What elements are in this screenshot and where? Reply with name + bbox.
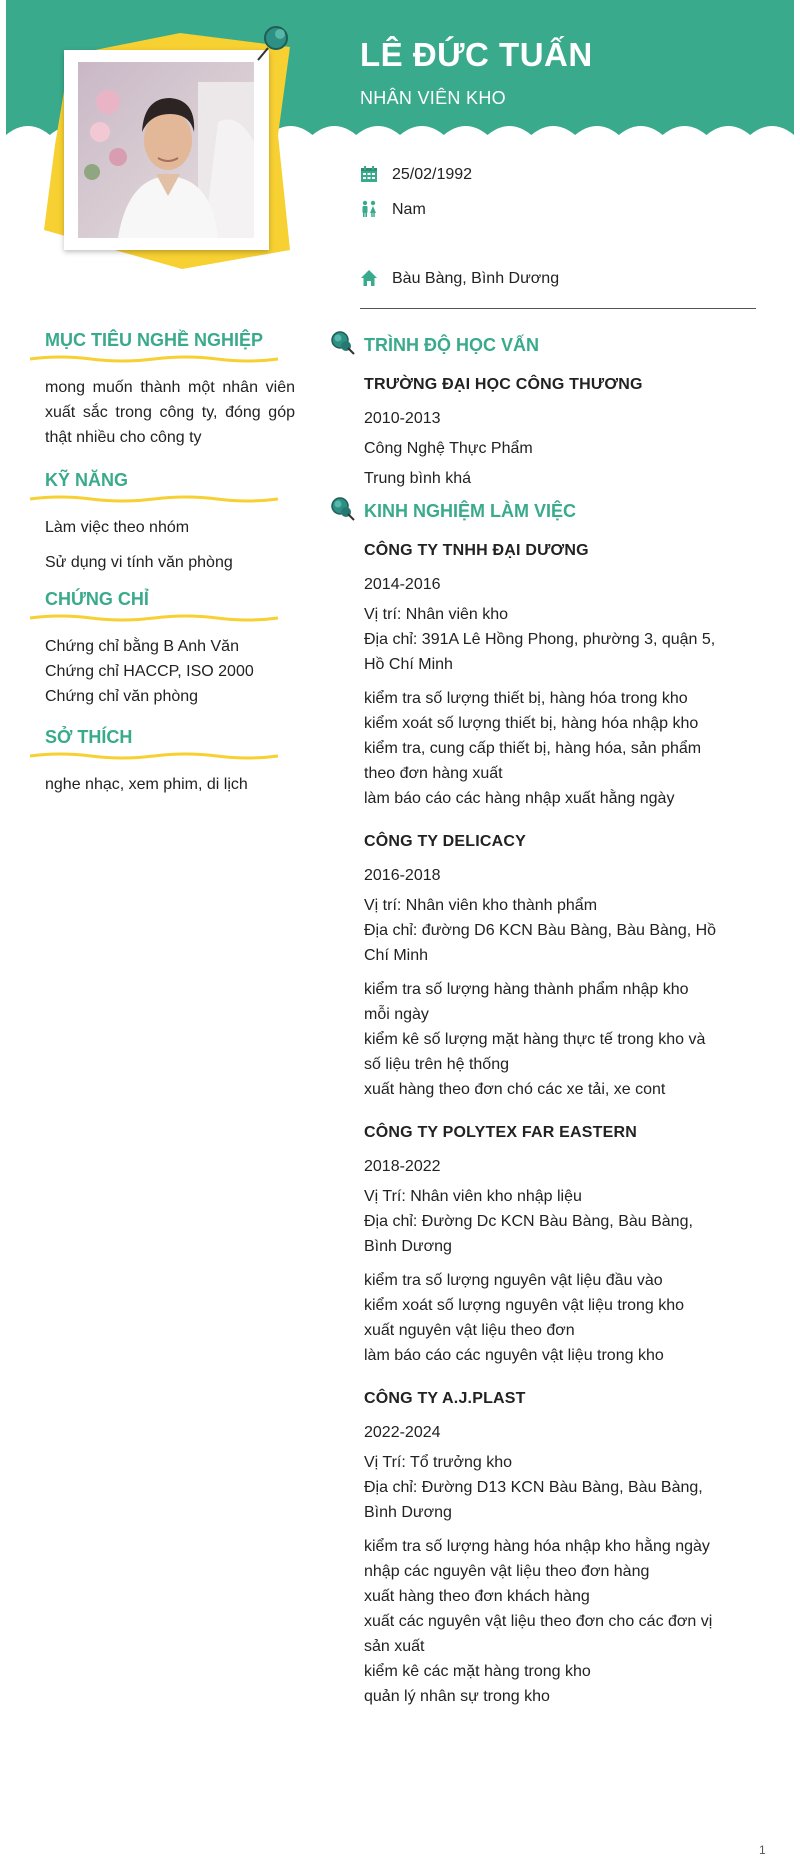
hobbies-heading: SỞ THÍCH xyxy=(45,727,133,747)
job-task-line: kiểm tra số lượng thiết bị, hàng hóa trong kho xyxy=(364,690,688,707)
job-entry xyxy=(364,542,770,811)
skill-item: Làm việc theo nhóm xyxy=(45,519,190,536)
candidate-name: LÊ ĐỨC TUẤN xyxy=(360,36,593,73)
heading-underline xyxy=(28,614,280,622)
heading-underline xyxy=(28,355,280,363)
contact-divider xyxy=(360,308,756,309)
profile-photo xyxy=(78,62,254,238)
gender: Nam xyxy=(392,201,426,218)
birth-date-row xyxy=(360,165,472,185)
objective-text: mong muốn thành một nhân viên xuất sắc trong công ty, đóng góp thật nhiều cho công ty xyxy=(45,379,295,446)
job-info-line: Địa chỉ: đường D6 KCN Bàu Bàng, Bàu Bàng, Hồ xyxy=(364,922,717,939)
job-info-line: Bình Dương xyxy=(364,1504,452,1521)
job-info-line: Địa chỉ: Đường D13 KCN Bàu Bàng, Bàu Bàng, xyxy=(364,1479,703,1496)
education-section xyxy=(330,330,770,488)
job-task-line: kiểm tra số lượng nguyên vật liệu đầu vào xyxy=(364,1272,663,1289)
job-entry xyxy=(364,1390,770,1709)
left-column xyxy=(28,330,298,797)
job-task-line: kiểm xoát số lượng nguyên vật liệu trong kho xyxy=(364,1297,685,1314)
company-name: CÔNG TY POLYTEX FAR EASTERN xyxy=(364,1124,638,1141)
job-task-line: kiểm tra số lượng hàng hóa nhập kho hằng ngày xyxy=(364,1538,710,1555)
birth-date: 25/02/1992 xyxy=(392,166,473,183)
job-entry xyxy=(364,833,770,1102)
job-info-line: Vị Trí: Nhân viên kho nhập liệu xyxy=(364,1188,582,1205)
job-period: 2022-2024 xyxy=(364,1424,441,1441)
photo-card xyxy=(64,50,269,250)
gender-row xyxy=(360,200,426,220)
certificate-item: Chứng chỉ văn phòng xyxy=(45,688,199,705)
address-row xyxy=(360,269,559,289)
company-name: CÔNG TY A.J.PLAST xyxy=(364,1390,526,1407)
job-task-line: số liệu trên hệ thống xyxy=(364,1056,509,1073)
job-task-line: kiểm xoát số lượng thiết bị, hàng hóa nhập kho xyxy=(364,715,699,732)
job-info-line: Địa chỉ: 391A Lê Hồng Phong, phường 3, quận 5, xyxy=(364,631,716,648)
company-name: CÔNG TY DELICACY xyxy=(364,833,527,850)
job-task-line: kiểm tra số lượng hàng thành phẩm nhập kho xyxy=(364,981,689,998)
company-name: CÔNG TY TNHH ĐẠI DƯƠNG xyxy=(364,542,589,559)
calendar-icon xyxy=(360,165,382,185)
candidate-job-title: NHÂN VIÊN KHO xyxy=(360,88,506,108)
job-info-line: Vị trí: Nhân viên kho xyxy=(364,606,509,623)
job-info-line: Chí Minh xyxy=(364,947,429,964)
address: Bàu Bàng, Bình Dương xyxy=(392,270,560,287)
job-task-line: nhập các nguyên vật liệu theo đơn hàng xyxy=(364,1563,650,1580)
heading-underline xyxy=(28,495,280,503)
pushpin-icon xyxy=(330,496,356,524)
job-task-line: xuất hàng theo đơn chó các xe tải, xe cont xyxy=(364,1081,666,1098)
certificates-section xyxy=(28,589,298,709)
job-info-line: Địa chỉ: Đường Dc KCN Bàu Bàng, Bàu Bàng, xyxy=(364,1213,693,1230)
skills-heading: KỸ NĂNG xyxy=(45,470,129,490)
pushpin-icon xyxy=(252,22,292,64)
job-task-line: theo đơn hàng xuất xyxy=(364,765,503,782)
job-task-line: kiểm tra, cung cấp thiết bị, hàng hóa, sản phẩm xyxy=(364,740,702,757)
hobbies-text: nghe nhạc, xem phim, di lịch xyxy=(45,776,248,793)
hobbies-section xyxy=(28,727,298,797)
job-task-line: làm báo cáo các hàng nhập xuất hằng ngày xyxy=(364,790,675,807)
home-icon xyxy=(360,269,382,289)
objective-heading: MỤC TIÊU NGHỀ NGHIỆP xyxy=(45,330,264,350)
certificate-item: Chứng chỉ HACCP, ISO 2000 xyxy=(45,663,254,680)
education-major: Công Nghệ Thực Phẩm xyxy=(364,440,533,457)
experience-list xyxy=(330,542,770,1709)
job-task-line: mỗi ngày xyxy=(364,1006,429,1023)
experience-section xyxy=(330,496,770,1709)
page-number: 1 xyxy=(759,1843,766,1857)
school-name: TRƯỜNG ĐẠI HỌC CÔNG THƯƠNG xyxy=(364,376,643,393)
pushpin-icon xyxy=(330,330,356,358)
job-task-line: sản xuất xyxy=(364,1638,425,1655)
right-column xyxy=(330,330,770,1709)
heading-underline xyxy=(28,752,280,760)
objective-section xyxy=(28,330,298,450)
gender-icon xyxy=(360,200,382,220)
education-entry xyxy=(364,376,770,488)
job-task-line: kiểm kê số lượng mặt hàng thực tế trong kho và xyxy=(364,1031,706,1048)
skills-section xyxy=(28,470,298,575)
job-period: 2016-2018 xyxy=(364,867,441,884)
job-task-line: xuất hàng theo đơn khách hàng xyxy=(364,1588,590,1605)
job-info-line: Vị Trí: Tổ trưởng kho xyxy=(364,1454,513,1471)
experience-heading: KINH NGHIỆM LÀM VIỆC xyxy=(364,501,577,521)
job-info-line: Bình Dương xyxy=(364,1238,452,1255)
job-info-line: Vị trí: Nhân viên kho thành phẩm xyxy=(364,897,598,914)
skill-item: Sử dụng vi tính văn phòng xyxy=(45,554,233,571)
job-period: 2014-2016 xyxy=(364,576,441,593)
job-entry xyxy=(364,1124,770,1368)
job-period: 2018-2022 xyxy=(364,1158,441,1175)
certificate-item: Chứng chỉ bằng B Anh Văn xyxy=(45,638,239,655)
job-task-line: kiểm kê các mặt hàng trong kho xyxy=(364,1663,591,1680)
job-task-line: quản lý nhân sự trong kho xyxy=(364,1688,550,1705)
certificates-heading: CHỨNG CHỈ xyxy=(45,589,149,609)
education-heading: TRÌNH ĐỘ HỌC VẤN xyxy=(364,335,539,355)
job-task-line: xuất nguyên vật liệu theo đơn xyxy=(364,1322,575,1339)
job-task-line: xuất các nguyên vật liệu theo đơn cho các đơn vị xyxy=(364,1613,713,1630)
education-period: 2010-2013 xyxy=(364,410,441,427)
job-task-line: làm báo cáo các nguyên vật liệu trong kho xyxy=(364,1347,664,1364)
job-info-line: Hồ Chí Minh xyxy=(364,656,453,673)
education-grade: Trung bình khá xyxy=(364,470,472,487)
